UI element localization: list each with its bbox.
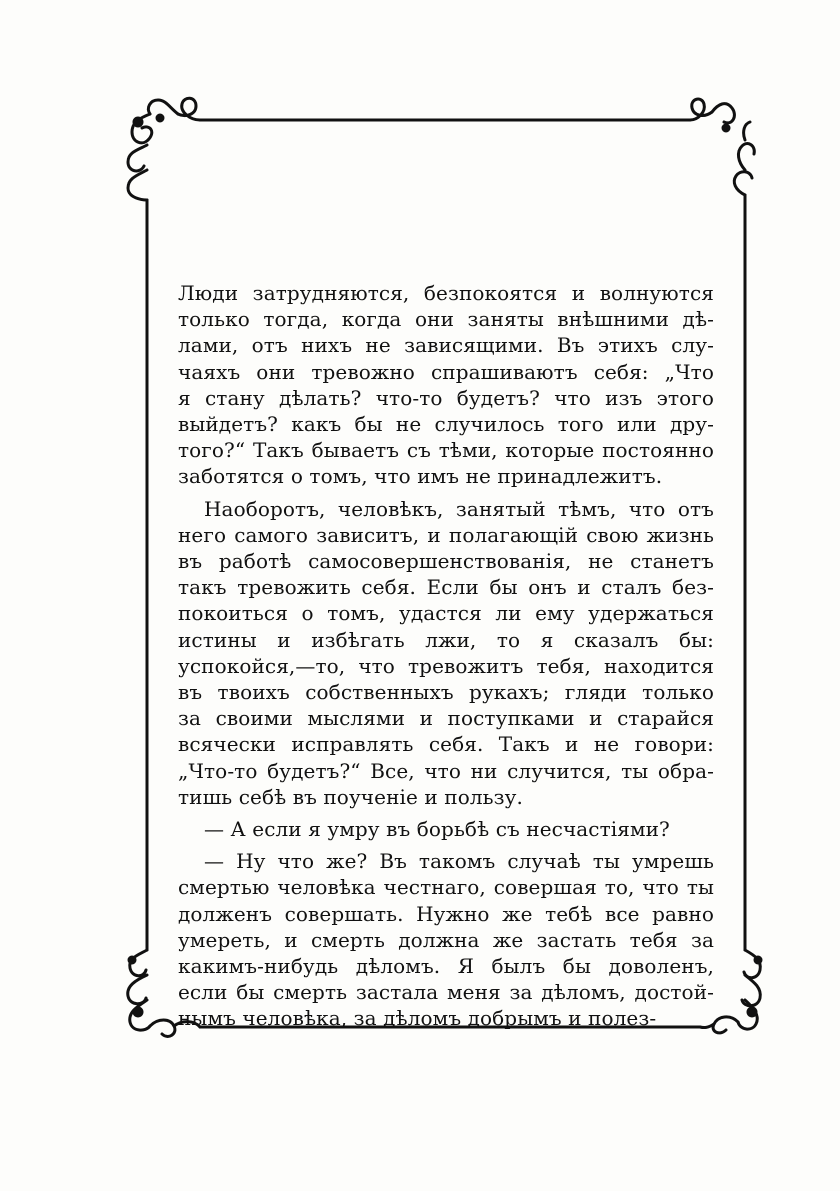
text-line: чаяхъ они тревожно спрашиваютъ себя: „Что xyxy=(178,359,714,384)
text-line: какимъ-нибудь дѣломъ. Я былъ бы доволенъ, xyxy=(178,954,714,979)
text-line: — Ну что же? Въ такомъ случаѣ ты умрешь xyxy=(204,849,714,874)
text-line: Наоборотъ, человѣкъ, занятый тѣмъ, что отъ xyxy=(204,496,714,521)
paragraph-1 xyxy=(178,280,714,490)
text-line: за своими мыслями и поступками и старайся xyxy=(178,706,714,731)
text-line: выйдетъ? какъ бы не случилось того или дру- xyxy=(178,412,714,437)
text-line: только тогда, когда они заняты внѣшними дѣ- xyxy=(178,307,714,332)
text-line: тишь себѣ въ поученіе и пользу. xyxy=(178,784,523,809)
text-line: истины и избѣгать лжи, то я сказалъ бы: xyxy=(178,627,714,652)
text-line: Люди затрудняются, безпокоятся и волнуются xyxy=(178,281,714,305)
text-line: я стану дѣлать? что-то будетъ? что изъ этого xyxy=(178,385,714,410)
text-line: лами, отъ нихъ не зависящими. Въ этихъ слу- xyxy=(178,333,714,358)
text-line: умереть, и смерть должна же застать тебя за xyxy=(178,927,714,952)
text-line: въ твоихъ собственныхъ рукахъ; гляди только xyxy=(178,680,714,705)
paragraph-4 xyxy=(178,848,714,1031)
paragraph-3 xyxy=(178,816,714,842)
text-line: успокойся,—то, что тревожитъ тебя, находится xyxy=(178,653,714,678)
corner-ornament-top-left xyxy=(128,98,200,200)
text-line: — А если я умру въ борьбѣ съ несчастіями? xyxy=(204,817,670,842)
text-line: смертью человѣка честнаго, совершая то, что ты xyxy=(178,875,714,900)
text-line: долженъ совершать. Нужно же тебѣ все равно xyxy=(178,901,714,926)
text-line: въ работѣ самосовершенствованія, не станетъ xyxy=(178,549,714,574)
text-line: того?“ Такъ бываетъ съ тѣми, которые постоянно xyxy=(178,438,714,463)
text-line: заботятся о томъ, что имъ не принадлежитъ. xyxy=(178,464,663,489)
text-line: „Что-то будетъ?“ Все, что ни случится, ты обра- xyxy=(178,758,714,783)
body-text xyxy=(178,280,714,1032)
text-line: покоиться о томъ, удастся ли ему удержаться xyxy=(178,601,714,626)
text-line: такъ тревожить себя. Если бы онъ и сталъ без- xyxy=(178,575,714,600)
text-line: всячески исправлять себя. Такъ и не говори: xyxy=(178,732,714,757)
paragraph-2 xyxy=(178,496,714,810)
text-line: него самого зависитъ, и полагающій свою жизнь xyxy=(178,522,714,547)
text-line: нымъ человѣка, за дѣломъ добрымъ и полез- xyxy=(178,1006,657,1031)
corner-ornament-top-right xyxy=(690,99,754,195)
text-line: если бы смерть застала меня за дѣломъ, достой- xyxy=(178,980,714,1005)
